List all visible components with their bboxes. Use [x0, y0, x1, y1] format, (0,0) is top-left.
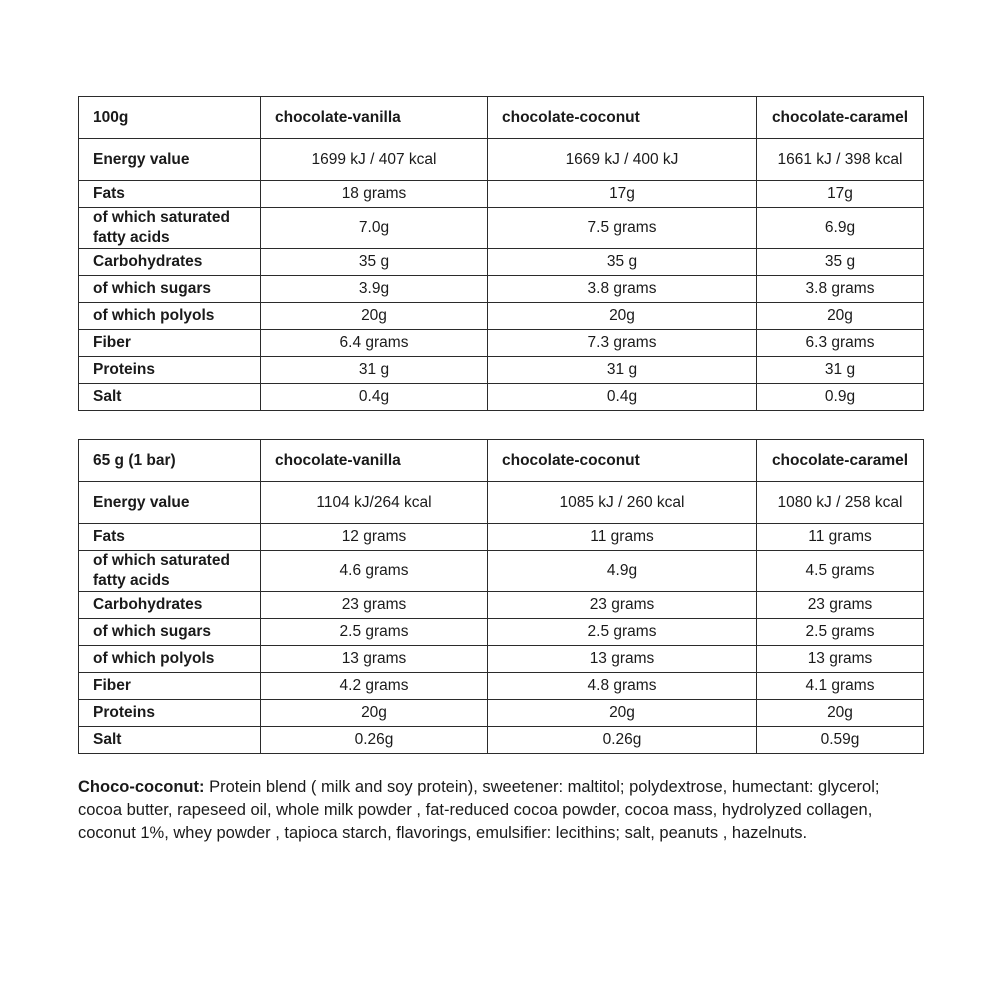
nutrition-table-per-100g: [78, 96, 924, 411]
row-label: Salt: [79, 384, 261, 411]
cell-vanilla: 20g: [261, 700, 488, 727]
cell-coconut: 35 g: [488, 249, 757, 276]
column-header-coconut: chocolate-coconut: [488, 97, 757, 139]
row-label: Proteins: [79, 700, 261, 727]
cell-caramel: 31 g: [757, 357, 924, 384]
cell-vanilla: 2.5 grams: [261, 619, 488, 646]
table-row-polyols: [79, 646, 924, 673]
table-row-saturated-fats: [79, 208, 924, 249]
ingredients-text: Protein blend ( milk and soy protein), sweetener: maltitol; polydextrose, humectant: glycerol; cocoa butter, rapeseed oil, whole milk powder , fat-reduced cocoa powder, cocoa mass, hydrolyzed collagen, coconut 1%, whey powder , tapioca starch, flavorings, emulsifier: lecithins; salt, peanuts , hazelnuts.: [78, 778, 880, 842]
column-header-caramel: chocolate-caramel: [757, 97, 924, 139]
cell-coconut: 11 grams: [488, 524, 757, 551]
cell-vanilla: 23 grams: [261, 592, 488, 619]
cell-vanilla: 12 grams: [261, 524, 488, 551]
cell-caramel: 6.3 grams: [757, 330, 924, 357]
row-label: of which saturated fatty acids: [79, 208, 261, 249]
cell-caramel: 6.9g: [757, 208, 924, 249]
table-row-saturated-fats: [79, 551, 924, 592]
cell-caramel: 1661 kJ / 398 kcal: [757, 139, 924, 181]
cell-vanilla: 4.6 grams: [261, 551, 488, 592]
row-label: Proteins: [79, 357, 261, 384]
serving-size-header: 65 g (1 bar): [79, 440, 261, 482]
cell-coconut: 17g: [488, 181, 757, 208]
table-row-sugars: [79, 276, 924, 303]
cell-caramel: 13 grams: [757, 646, 924, 673]
cell-vanilla: 1104 kJ/264 kcal: [261, 482, 488, 524]
nutrition-table-per-bar: [78, 439, 924, 754]
column-header-caramel: chocolate-caramel: [757, 440, 924, 482]
row-label: Carbohydrates: [79, 249, 261, 276]
cell-caramel: 20g: [757, 700, 924, 727]
table-row-salt: [79, 384, 924, 411]
table-row-energy: [79, 139, 924, 181]
column-header-coconut: chocolate-coconut: [488, 440, 757, 482]
table-row-proteins: [79, 357, 924, 384]
cell-caramel: 35 g: [757, 249, 924, 276]
table-row-fiber: [79, 330, 924, 357]
row-label: Energy value: [79, 139, 261, 181]
table-row-sugars: [79, 619, 924, 646]
row-label: Fats: [79, 181, 261, 208]
cell-caramel: 2.5 grams: [757, 619, 924, 646]
row-label: Energy value: [79, 482, 261, 524]
table-header-row: [79, 97, 924, 139]
cell-coconut: 2.5 grams: [488, 619, 757, 646]
table-row-energy: [79, 482, 924, 524]
cell-vanilla: 31 g: [261, 357, 488, 384]
table-header-row: [79, 440, 924, 482]
row-label: Salt: [79, 727, 261, 754]
cell-coconut: 4.9g: [488, 551, 757, 592]
cell-caramel: 20g: [757, 303, 924, 330]
cell-vanilla: 0.26g: [261, 727, 488, 754]
cell-vanilla: 7.0g: [261, 208, 488, 249]
column-header-vanilla: chocolate-vanilla: [261, 440, 488, 482]
ingredients-paragraph: [78, 776, 928, 845]
cell-caramel: 1080 kJ / 258 kcal: [757, 482, 924, 524]
cell-coconut: 3.8 grams: [488, 276, 757, 303]
ingredients-title: Choco-coconut:: [78, 778, 205, 796]
serving-size-header: 100g: [79, 97, 261, 139]
table-row-carbohydrates: [79, 249, 924, 276]
row-label: of which polyols: [79, 646, 261, 673]
row-label: Carbohydrates: [79, 592, 261, 619]
cell-coconut: 23 grams: [488, 592, 757, 619]
cell-vanilla: 6.4 grams: [261, 330, 488, 357]
cell-coconut: 7.3 grams: [488, 330, 757, 357]
cell-caramel: 4.1 grams: [757, 673, 924, 700]
cell-coconut: 0.4g: [488, 384, 757, 411]
cell-coconut: 7.5 grams: [488, 208, 757, 249]
row-label: Fiber: [79, 330, 261, 357]
cell-coconut: 1669 kJ / 400 kJ: [488, 139, 757, 181]
table-row-salt: [79, 727, 924, 754]
cell-coconut: 1085 kJ / 260 kcal: [488, 482, 757, 524]
table-row-carbohydrates: [79, 592, 924, 619]
table-row-polyols: [79, 303, 924, 330]
cell-caramel: 17g: [757, 181, 924, 208]
cell-vanilla: 35 g: [261, 249, 488, 276]
row-label: of which sugars: [79, 619, 261, 646]
cell-coconut: 20g: [488, 700, 757, 727]
cell-vanilla: 18 grams: [261, 181, 488, 208]
cell-vanilla: 4.2 grams: [261, 673, 488, 700]
cell-caramel: 11 grams: [757, 524, 924, 551]
cell-caramel: 3.8 grams: [757, 276, 924, 303]
cell-coconut: 4.8 grams: [488, 673, 757, 700]
cell-vanilla: 1699 kJ / 407 kcal: [261, 139, 488, 181]
row-label: Fiber: [79, 673, 261, 700]
cell-caramel: 4.5 grams: [757, 551, 924, 592]
table-row-fats: [79, 181, 924, 208]
table-row-proteins: [79, 700, 924, 727]
cell-coconut: 0.26g: [488, 727, 757, 754]
cell-caramel: 23 grams: [757, 592, 924, 619]
cell-caramel: 0.9g: [757, 384, 924, 411]
row-label: of which polyols: [79, 303, 261, 330]
table-row-fats: [79, 524, 924, 551]
table-row-fiber: [79, 673, 924, 700]
cell-vanilla: 20g: [261, 303, 488, 330]
cell-vanilla: 13 grams: [261, 646, 488, 673]
row-label: of which sugars: [79, 276, 261, 303]
cell-coconut: 13 grams: [488, 646, 757, 673]
cell-caramel: 0.59g: [757, 727, 924, 754]
cell-coconut: 31 g: [488, 357, 757, 384]
row-label: Fats: [79, 524, 261, 551]
cell-coconut: 20g: [488, 303, 757, 330]
row-label: of which saturated fatty acids: [79, 551, 261, 592]
column-header-vanilla: chocolate-vanilla: [261, 97, 488, 139]
cell-vanilla: 0.4g: [261, 384, 488, 411]
cell-vanilla: 3.9g: [261, 276, 488, 303]
